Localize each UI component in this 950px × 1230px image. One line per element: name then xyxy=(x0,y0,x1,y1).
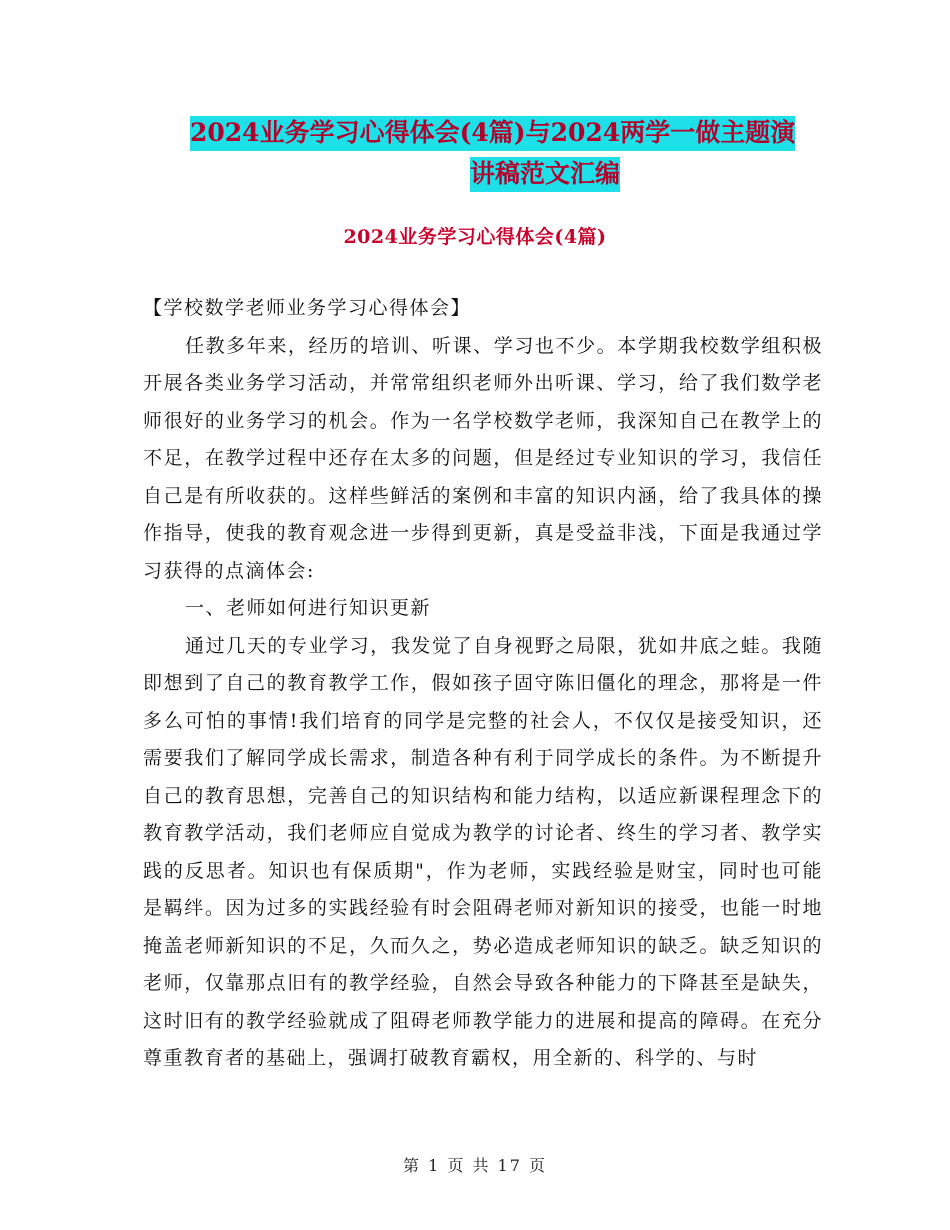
paragraph-heading-1: 一、老师如何进行知识更新 xyxy=(185,597,432,619)
paragraph-intro: 任教多年来，经历的培训、听课、学习也不少。本学期我校数学组积极开展各类业务学习活动，并常常组织老师外出听课、学习，给了我们数学老师很好的业务学习的机会。作为一名学校数学老师，我深知自己在教学上的不足，在教学过程中还存在太多的问题，但是经过专业知识的学习，我信任自己是有所收获的。这样些鲜活的案例和丰富的知识内涵，给了我具体的操作指导，使我的教育观念进一步得到更新，真是受益非浅，下面是我通过学习获得的点滴体会: xyxy=(143,334,823,582)
title-line-1-text: 2024业务学习心得体会(4篇)与2024两学一做主题演 xyxy=(190,116,795,151)
section-title: 2024业务学习心得体会(4篇) xyxy=(343,226,607,248)
title-line-1 xyxy=(190,112,810,153)
document-body xyxy=(143,290,823,1078)
document-title xyxy=(190,112,810,194)
paragraph-body-1: 通过几天的专业学习，我发觉了自身视野之局限，犹如井底之蛙。我随即想到了自己的教育教学工作，假如孩子固守陈旧僵化的理念，那将是一件多么可怕的事情!我们培育的同学是完整的社会人，不仅仅是接受知识，还需要我们了解同学成长需求，制造各种有利于同学成长的条件。为不断提升自己的教育思想，完善自己的知识结构和能力结构，以适应新课程理念下的教育教学活动，我们老师应自觉成为教学的讨论者、终生的学习者、教学实践的反思者。知识也有保质期"，作为老师，实践经验是财宝，同时也可能是羁绊。因为过多的实践经验有时会阻碍老师对新知识的接受，也能一时地掩盖老师新知识的不足，久而久之，势必造成老师知识的缺乏。缺乏知识的老师，仅靠那点旧有的教学经验，自然会导致各种能力的下降甚至是缺失，这时旧有的教学经验就成了阻碍老师教学能力的进展和提高的障碍。在充分尊重教育者的基础上，强调打破教育霸权，用全新的、科学的、与时 xyxy=(143,634,823,1069)
page-footer: 第 1 页 共 17 页 xyxy=(403,1156,547,1175)
subheading: 【学校数学老师业务学习心得体会】 xyxy=(143,297,472,319)
title-line-2-text: 讲稿范文汇编 xyxy=(470,157,620,192)
title-line-2 xyxy=(190,153,810,194)
